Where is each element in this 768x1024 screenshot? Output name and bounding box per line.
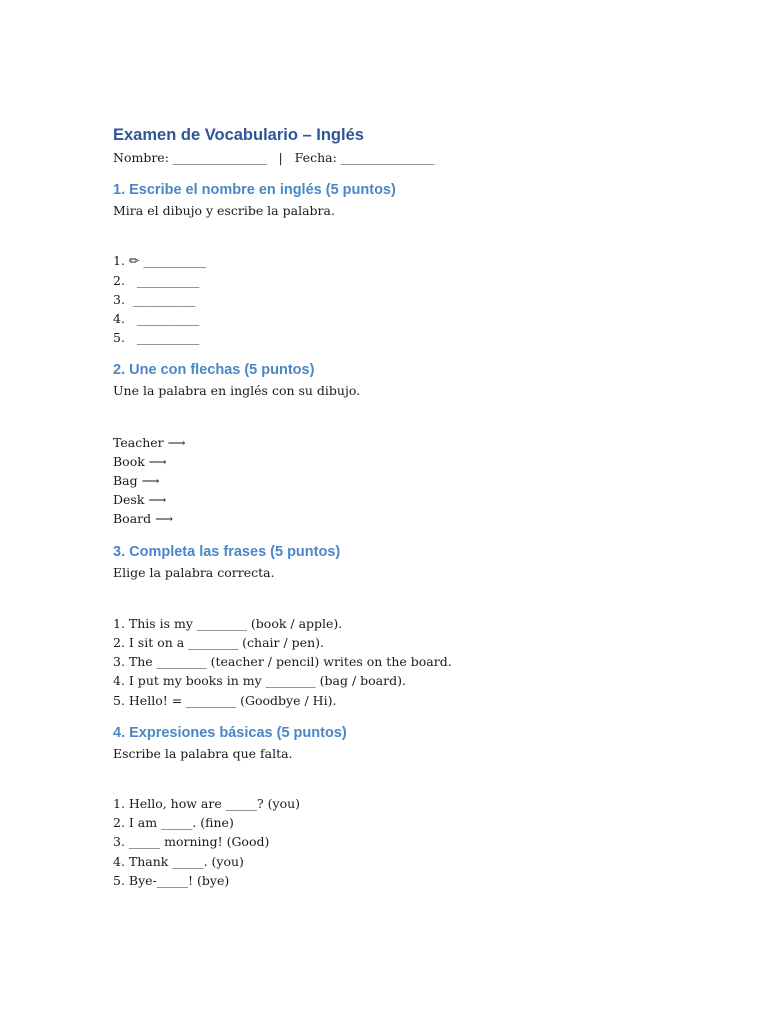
section-2-instruction: Une la palabra en inglés con su dibujo. [113, 383, 361, 399]
list-item: 5. Hello! = ________ (Goodbye / Hi). [113, 692, 337, 708]
list-item: Desk ⟶ [113, 492, 167, 508]
section-2-heading: 2. Une con flechas (5 puntos) [113, 362, 315, 379]
list-item: 5. Bye-_____! (bye) [113, 872, 230, 888]
list-item: 2. I am _____. (fine) [113, 815, 234, 831]
section-1-list [113, 251, 673, 347]
section-4-heading: 4. Expresiones básicas (5 puntos) [113, 724, 347, 741]
list-item: 2. I sit on a ________ (chair / pen). [113, 635, 324, 651]
list-item: 3. The ________ (teacher / pencil) writes on the board. [113, 654, 452, 670]
section-1-instruction: Mira el dibujo y escribe la palabra. [113, 203, 335, 219]
list-item: Bag ⟶ [113, 473, 160, 489]
section-3-instruction: Elige la palabra correcta. [113, 564, 275, 580]
section-4-instruction: Escribe la palabra que falta. [113, 745, 293, 761]
list-item: 5. __________ [113, 330, 200, 346]
list-item: 1. ✏ __________ [113, 253, 206, 269]
document-page [113, 124, 673, 890]
list-item: Book ⟶ [113, 453, 167, 469]
list-item: 2. __________ [113, 272, 200, 288]
list-item: Board ⟶ [113, 511, 174, 527]
section-4-list [113, 794, 673, 890]
list-item: 3. _____ morning! (Good) [113, 834, 270, 850]
list-item: 1. This is my ________ (book / apple). [113, 615, 343, 631]
section-3-list [113, 614, 673, 710]
list-item: 4. Thank _____. (you) [113, 853, 244, 869]
section-2-list [113, 433, 673, 529]
list-item: Teacher ⟶ [113, 434, 186, 450]
list-item: 1. Hello, how are _____? (you) [113, 796, 301, 812]
list-item: 3. __________ [113, 291, 196, 307]
section-1-heading: 1. Escribe el nombre en inglés (5 puntos) [113, 182, 396, 199]
section-3-heading: 3. Completa las frases (5 puntos) [113, 543, 341, 560]
name-date-line: Nombre: _______________ | Fecha: _______________ [113, 150, 435, 165]
page-title: Examen de Vocabulario – Inglés [113, 126, 364, 144]
list-item: 4. I put my books in my ________ (bag / board). [113, 673, 406, 689]
list-item: 4. __________ [113, 311, 200, 327]
